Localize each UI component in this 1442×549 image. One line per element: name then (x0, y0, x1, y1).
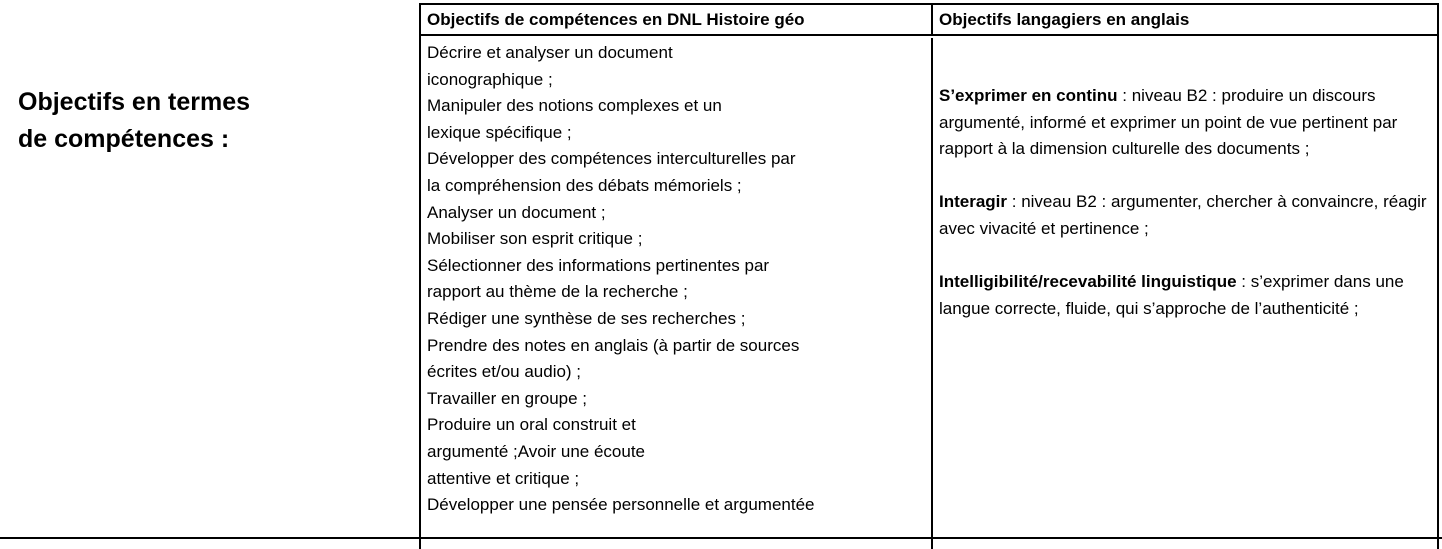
objective-paragraph (939, 189, 1437, 242)
section-label: Objectifs en termes de compétences : (18, 88, 251, 153)
competence-line: Prendre des notes en anglais (à partir de sources (427, 335, 800, 355)
competence-line: argumenté ;Avoir une écoute (427, 441, 645, 461)
competence-line: Sélectionner des informations pertinentes par (427, 255, 770, 275)
dnl-competences-cell (421, 38, 933, 549)
competence-line: Produire un oral construit et (427, 415, 636, 435)
objective-title: Interagir (939, 192, 1008, 212)
objective-text: : s’exprimer dans une langue correcte, fluide, qui s’approche de l’authenticité ; (939, 272, 1404, 318)
competence-line: attentive et critique ; (427, 468, 580, 488)
objective-title: Intelligibilité/recevabilité linguistique (939, 272, 1237, 292)
objective-text: : niveau B2 : produire un discours argumenté, informé et exprimer un point de vue pertinent par rapport à la dimension culturelle des documents ; (939, 86, 1398, 159)
objective-paragraph (939, 83, 1437, 163)
competence-line: Développer des compétences interculturelles par (427, 149, 796, 169)
bottom-rule (0, 537, 1442, 539)
competences-table (419, 3, 1439, 549)
competence-line: rapport au thème de la recherche ; (427, 282, 688, 302)
language-objectives-cell (933, 38, 1437, 549)
objective-title: S’exprimer en continu (939, 86, 1118, 105)
competence-line: Analyser un document ; (427, 202, 606, 222)
competence-line: Rédiger une synthèse de ses recherches ; (427, 308, 746, 328)
objective-paragraph (939, 269, 1437, 322)
competence-line: écrites et/ou audio) ; (427, 362, 582, 382)
header-dnl-competences: Objectifs de compétences en DNL Histoire géo (421, 5, 933, 36)
competence-line: Développer une pensée personnelle et argumentée (427, 495, 815, 515)
competence-line: iconographique ; (427, 69, 553, 89)
competence-line: lexique spécifique ; (427, 122, 572, 142)
objective-text: : niveau B2 : argumenter, chercher à convaincre, réagir avec vivacité et pertinence ; (939, 192, 1427, 238)
header-language-objectives: Objectifs langagiers en anglais (933, 5, 1437, 36)
competence-line: Décrire et analyser un document (427, 43, 673, 62)
competence-line: la compréhension des débats mémoriels ; (427, 175, 742, 195)
competence-line: Manipuler des notions complexes et un (427, 96, 722, 116)
competence-line: Travailler en groupe ; (427, 388, 588, 408)
competence-line: Mobiliser son esprit critique ; (427, 229, 643, 249)
